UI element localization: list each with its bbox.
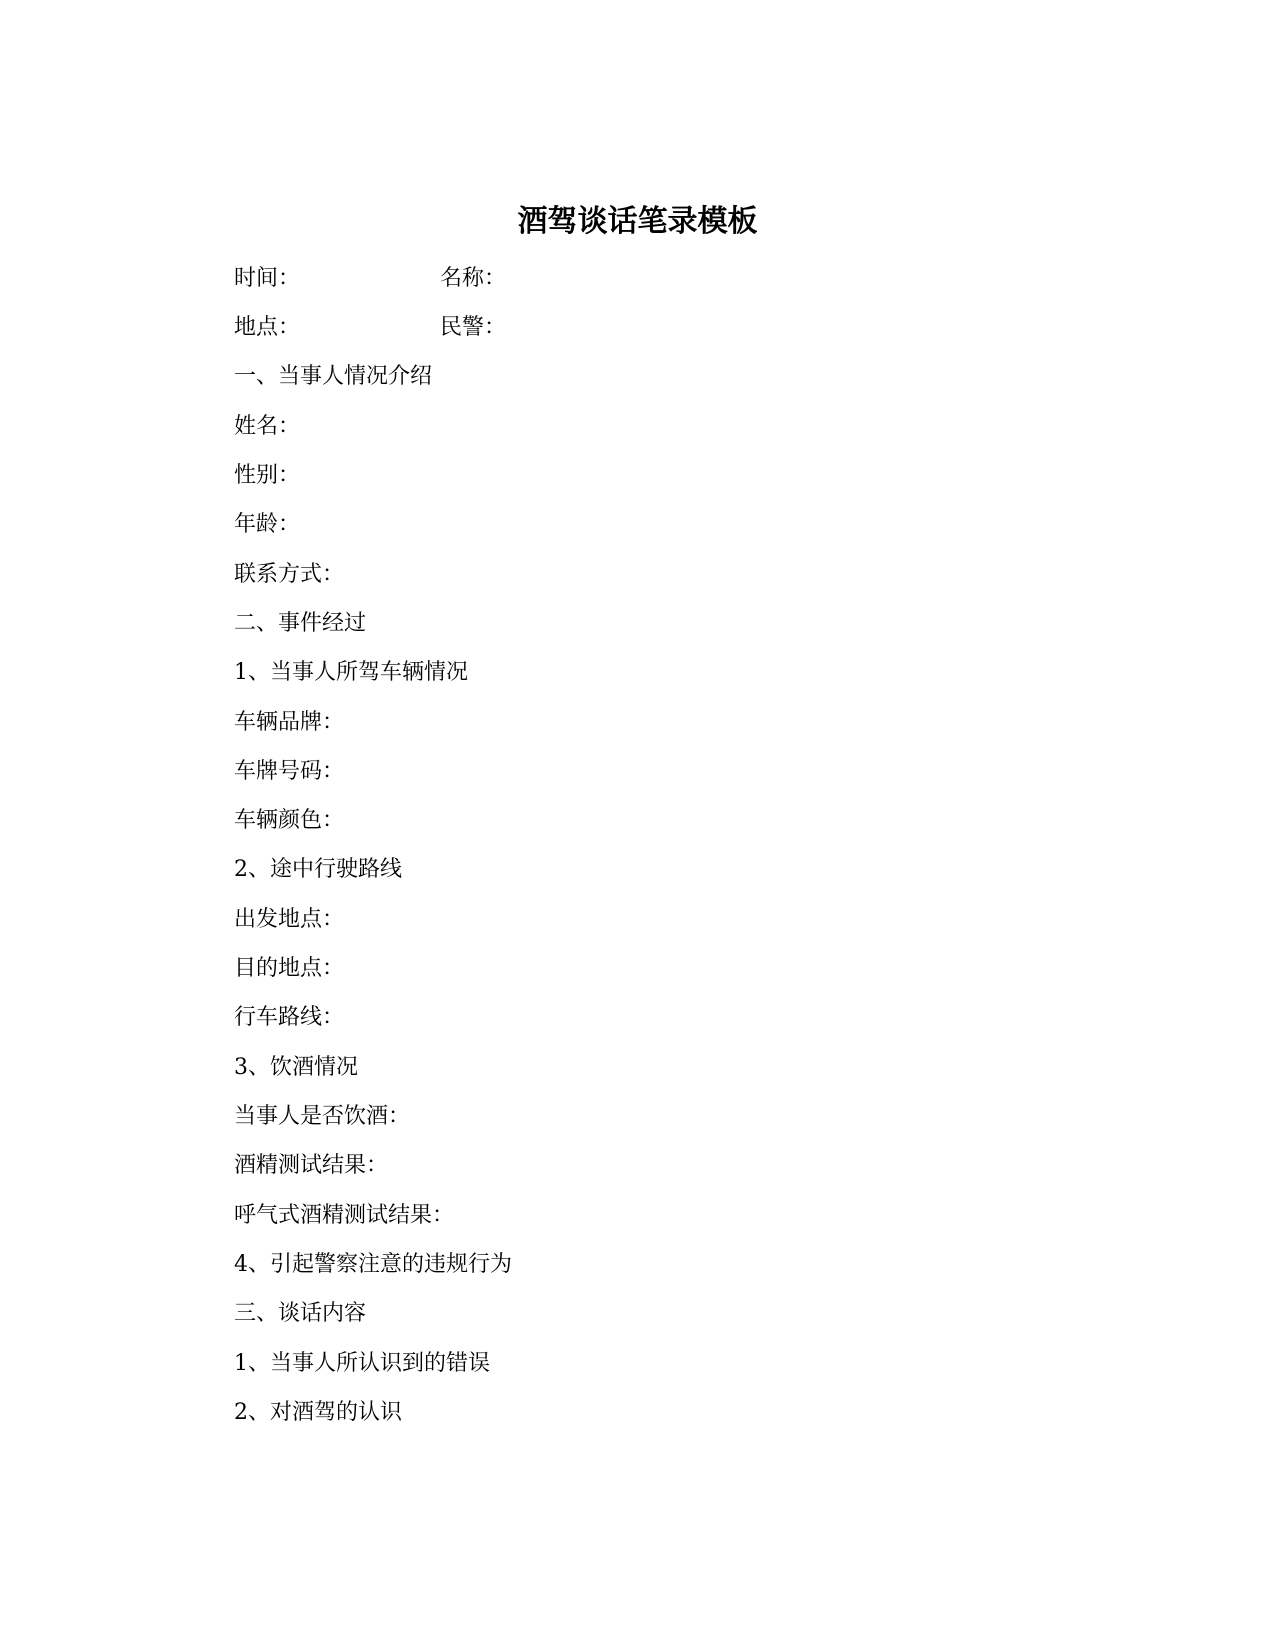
field-label-vehicle-brand: 车辆品牌： <box>234 710 345 735</box>
police-field-label: 民警： <box>440 315 507 340</box>
field-label-contact: 联系方式： <box>234 562 345 587</box>
field-label-drank: 当事人是否饮酒： <box>234 1104 411 1129</box>
subheading-vehicle: 1、当事人所驾车辆情况 <box>234 660 468 685</box>
field-label-name: 姓名： <box>234 414 301 439</box>
section-heading-party-info: 一、当事人情况介绍 <box>234 364 433 389</box>
place-field-label: 地点： <box>234 315 301 340</box>
subheading-drinking: 3、饮酒情况 <box>234 1055 358 1080</box>
field-label-departure: 出发地点： <box>234 907 345 932</box>
field-label-alcohol-test: 酒精测试结果： <box>234 1153 389 1178</box>
field-label-age: 年龄： <box>234 512 301 537</box>
time-field-label: 时间： <box>234 266 301 291</box>
section-heading-event: 二、事件经过 <box>234 611 367 636</box>
subheading-drunk-driving-awareness: 2、对酒驾的认识 <box>234 1400 402 1425</box>
field-label-gender: 性别： <box>234 463 301 488</box>
subheading-mistakes: 1、当事人所认识到的错误 <box>234 1351 490 1376</box>
field-label-breath-test: 呼气式酒精测试结果： <box>234 1203 455 1228</box>
section-heading-conversation: 三、谈话内容 <box>234 1301 367 1326</box>
field-label-driving-route: 行车路线： <box>234 1005 345 1030</box>
name-field-label: 名称： <box>440 266 507 291</box>
field-label-destination: 目的地点： <box>234 956 345 981</box>
subheading-violation: 4、引起警察注意的违规行为 <box>234 1252 512 1277</box>
field-label-vehicle-color: 车辆颜色： <box>234 808 345 833</box>
document-title: 酒驾谈话笔录模板 <box>517 204 758 239</box>
field-label-plate-number: 车牌号码： <box>234 759 345 784</box>
subheading-route: 2、途中行驶路线 <box>234 857 402 882</box>
